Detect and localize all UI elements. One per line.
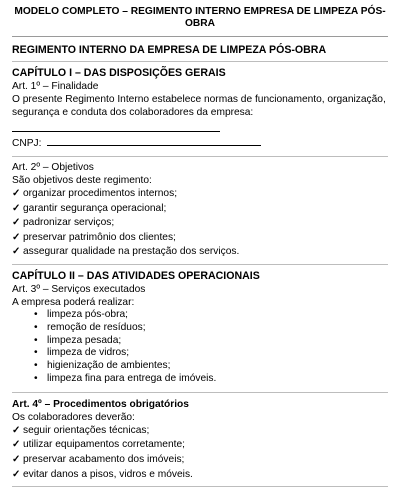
list-item: • limpeza de vidros;	[34, 347, 388, 360]
list-item: • limpeza pesada;	[34, 335, 388, 348]
cnpj-row	[12, 135, 388, 150]
art-1-text-line2: segurança e conduta dos colaboradores da empresa:	[12, 107, 254, 118]
list-item: ✓ evitar danos a pisos, vidros e móveis.	[12, 468, 388, 483]
check-icon: ✓	[12, 439, 21, 451]
list-item: • limpeza fina para entrega de imóveis.	[34, 373, 388, 386]
document-title	[12, 6, 388, 30]
list-item: • limpeza pós-obra;	[34, 309, 388, 322]
divider	[12, 36, 388, 37]
cnpj-blank-line	[47, 135, 261, 146]
art-3-label: Art. 3º – Serviços executados	[12, 283, 146, 295]
objectives-list	[12, 187, 388, 260]
list-item: ✓ organizar procedimentos internos;	[12, 187, 388, 202]
art-4-intro: Os colaboradores deverão:	[12, 411, 135, 423]
signature-blank-row	[12, 119, 388, 133]
chapter-1-heading: CAPÍTULO I – DAS DISPOSIÇÕES GERAIS	[12, 67, 226, 79]
blank-line	[12, 121, 220, 132]
art-1-text-line1: O presente Regimento Interno estabelece normas de funcionamento, organização,	[12, 94, 386, 105]
list-item: • remoção de resíduos;	[34, 322, 388, 335]
document-subtitle: REGIMENTO INTERNO DA EMPRESA DE LIMPEZA PÓS-OBRA	[12, 44, 327, 56]
list-item: ✓ preservar patrimônio dos clientes;	[12, 231, 388, 246]
art-4-label: Art. 4º – Procedimentos obrigatórios	[12, 398, 189, 410]
list-item: ✓ garantir segurança operacional;	[12, 202, 388, 217]
check-icon: ✓	[12, 424, 21, 436]
divider	[12, 486, 388, 487]
document-page	[12, 0, 388, 487]
check-icon: ✓	[12, 468, 21, 480]
divider	[12, 392, 388, 393]
art-1-label: Art. 1º – Finalidade	[12, 81, 99, 92]
check-icon: ✓	[12, 246, 21, 258]
art-2-intro: São objetivos deste regimento:	[12, 175, 152, 186]
list-item: ✓ seguir orientações técnicas;	[12, 424, 388, 439]
document-title-line1: MODELO COMPLETO – REGIMENTO INTERNO EMPRESA DE LIMPEZA PÓS-	[14, 6, 386, 17]
check-icon: ✓	[12, 231, 21, 243]
cnpj-label: CNPJ:	[12, 138, 42, 149]
list-item: ✓ preservar acabamento dos imóveis;	[12, 453, 388, 468]
check-icon: ✓	[12, 188, 21, 199]
check-icon: ✓	[12, 453, 21, 465]
list-item: ✓ padronizar serviços;	[12, 216, 388, 231]
divider	[12, 156, 388, 157]
divider	[12, 264, 388, 265]
document-title-line2: OBRA	[185, 18, 215, 29]
chapter-2-heading: CAPÍTULO II – DAS ATIVIDADES OPERACIONAIS	[12, 269, 260, 282]
services-list	[12, 309, 388, 386]
list-item: ✓ assegurar qualidade na prestação dos serviços.	[12, 245, 388, 260]
check-icon: ✓	[12, 217, 21, 229]
art-2-label: Art. 2º – Objetivos	[12, 162, 94, 173]
art-3-intro: A empresa poderá realizar:	[12, 296, 135, 308]
divider	[12, 61, 388, 62]
list-item: ✓ utilizar equipamentos corretamente;	[12, 438, 388, 453]
check-icon: ✓	[12, 202, 21, 214]
procedures-list	[12, 424, 388, 482]
list-item: • higienização de ambientes;	[34, 360, 388, 373]
